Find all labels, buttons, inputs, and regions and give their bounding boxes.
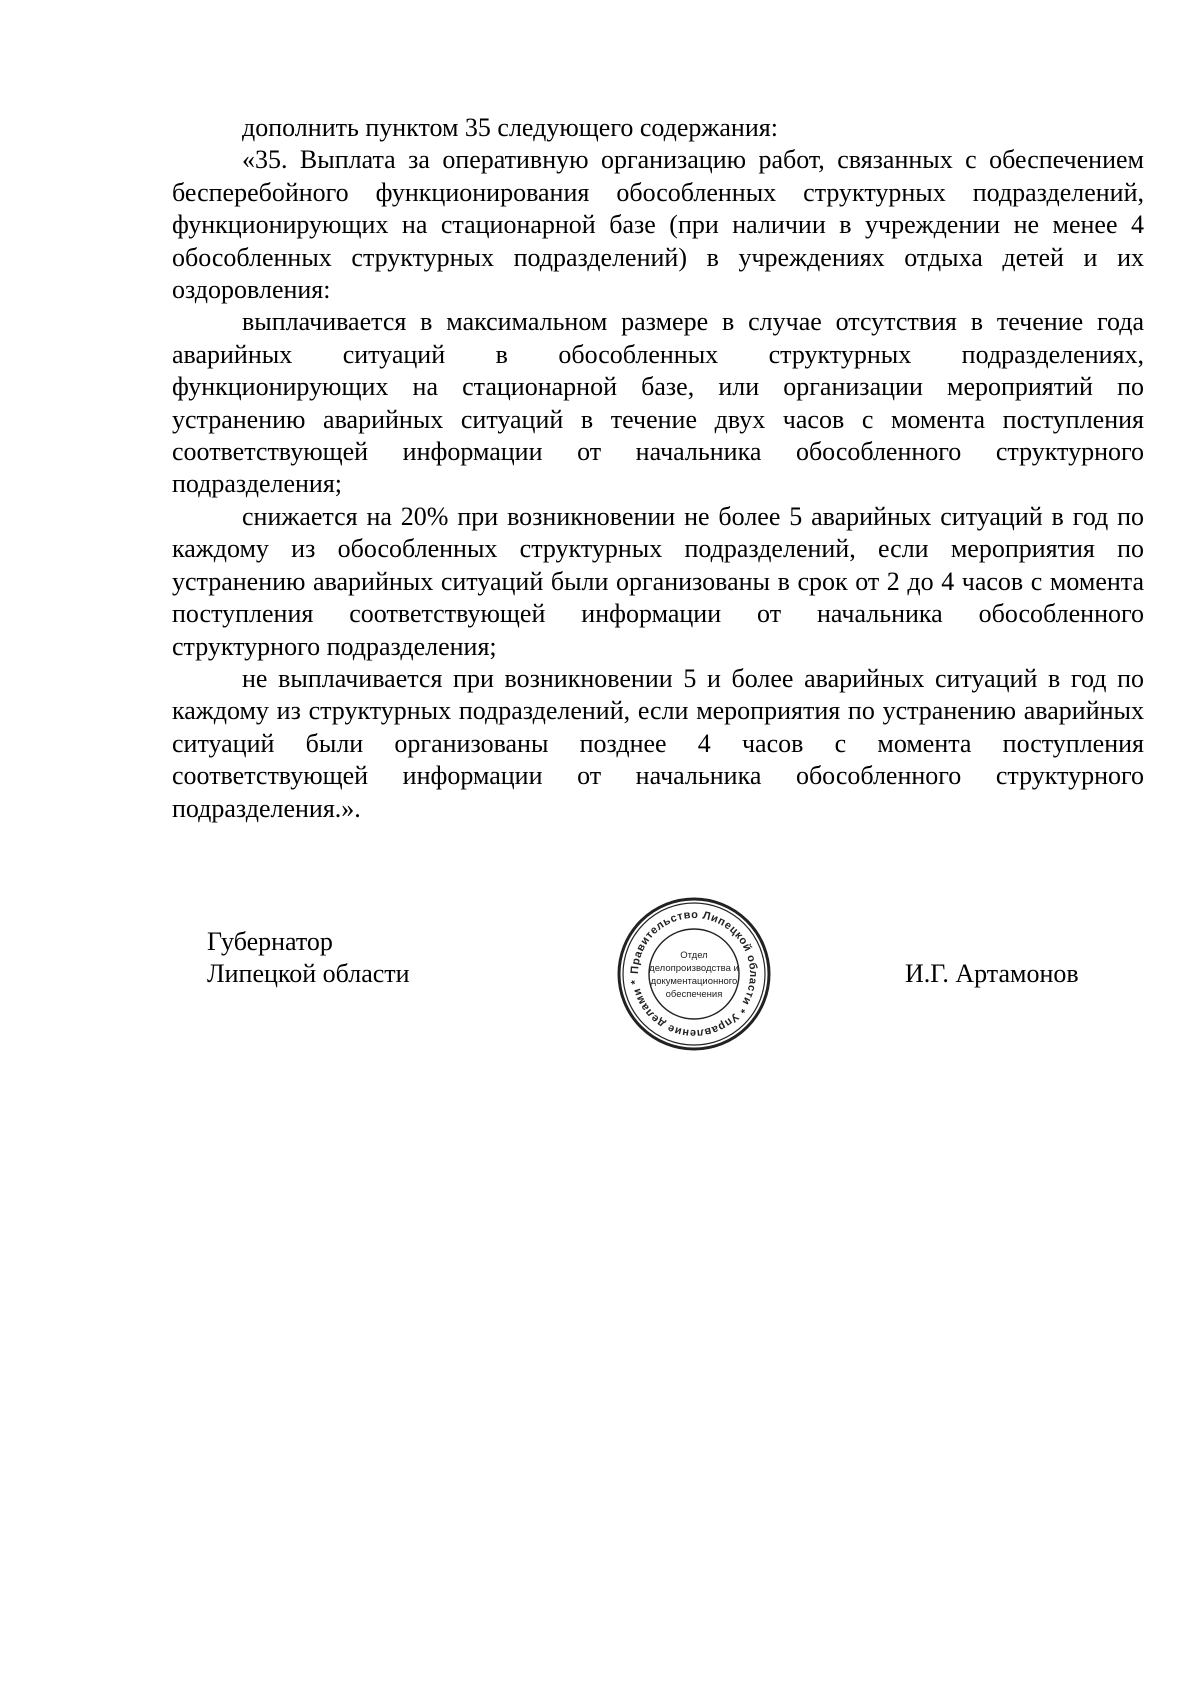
stamp-center-line4: обеспечения — [665, 989, 723, 1000]
document-body — [172, 112, 1144, 825]
stamp-ring-text: Правительство Липецкой области * Управление делами * — [628, 908, 760, 1040]
stamp-center-line2: делопроизводства и — [649, 963, 739, 974]
signature-position-line2: Липецкой области — [207, 959, 410, 988]
paragraph-reduced-payment: снижается на 20% при возникновении не более 5 аварийных ситуаций в год по каждому из обособленных структурных подразделений, если мероприятия по устранению аварийных ситуаций были организованы в срок от 2 до 4 часов с момента поступления соответствующей информации от начальника обособленного структурного подразделения; — [172, 501, 1144, 661]
stamp-center-line3: документационного — [650, 976, 738, 987]
signature-position-line1: Губернатор — [207, 927, 333, 956]
paragraph-item-35: «35. Выплата за оперативную организацию работ, связанных с обеспечением бесперебойного функционирования обособленных структурных подразделений, функционирующих на стационарной базе (при наличии в учреждении не менее 4 обособленных структурных подразделений) в учреждениях отдыха детей и их оздоровления: — [172, 145, 1144, 305]
official-stamp — [616, 896, 772, 1052]
paragraph-max-payment: выплачивается в максимальном размере в случае отсутствия в течение года аварийных ситуаций в обособленных структурных подразделениях, функционирующих на стационарной базе, или организации мероприятий по устранению аварийных ситуаций в течение двух часов с момента поступления соответствующей информации от начальника обособленного структурного подразделения; — [172, 307, 1144, 499]
stamp-icon — [616, 896, 772, 1052]
paragraph-no-payment: не выплачивается при возникновении 5 и более аварийных ситуаций в год по каждому из структурных подразделений, если мероприятия по устранению аварийных ситуаций были организованы позднее 4 часов с момента поступления соответствующей информации от начальника обособленного структурного подразделения.». — [172, 663, 1144, 823]
signatory-name: И.Г. Артамонов — [905, 959, 1079, 988]
stamp-center-line1: Отдел — [680, 950, 708, 961]
signature-position — [207, 926, 410, 990]
paragraph-intro: дополнить пунктом 35 следующего содержания: — [242, 113, 778, 142]
